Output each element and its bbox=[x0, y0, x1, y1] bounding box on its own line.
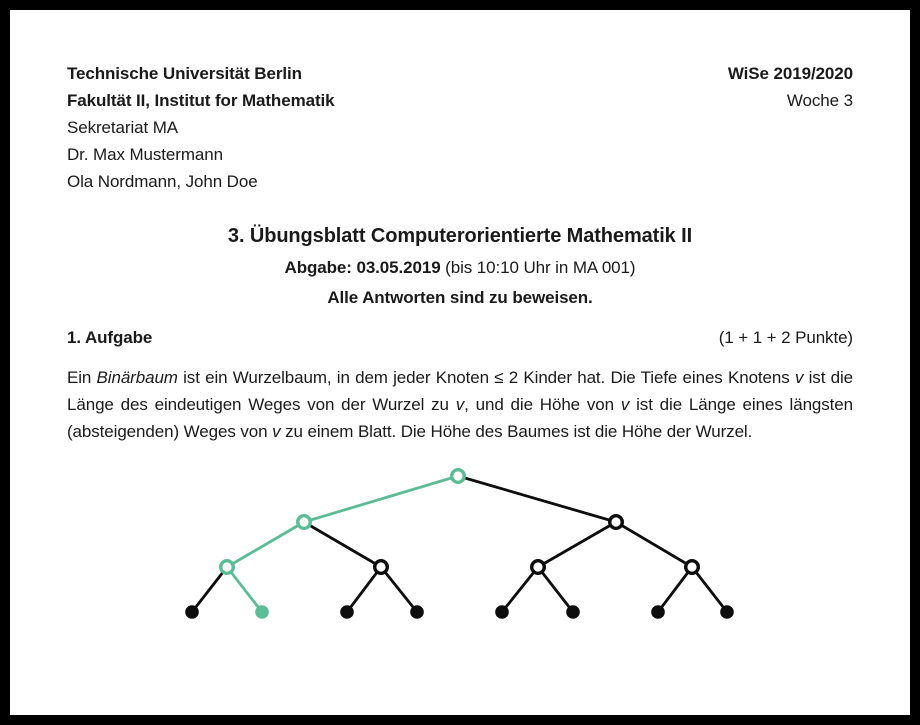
tree-node-l2d bbox=[686, 561, 699, 574]
tree-edge-root-l1l bbox=[304, 476, 458, 522]
tree-node-leaf5 bbox=[495, 605, 509, 619]
tree-node-l2b bbox=[375, 561, 388, 574]
paragraph-text: ist die Länge des eindeutigen Weges von der Wurzel zu bbox=[67, 368, 853, 414]
tree-node-l1r bbox=[610, 516, 623, 529]
assistants-line: Ola Nordmann, John Doe bbox=[67, 172, 258, 191]
paragraph-text: zu einem Blatt. Die Höhe des Baumes ist die Höhe der Wurzel. bbox=[280, 422, 753, 441]
binary-tree-figure bbox=[150, 459, 790, 631]
tree-node-l1l bbox=[298, 516, 311, 529]
italic-term: v bbox=[794, 368, 804, 387]
tree-node-leaf7 bbox=[651, 605, 665, 619]
italic-term: Binärbaum bbox=[96, 368, 178, 387]
paragraph-text: , und die Höhe von bbox=[464, 395, 621, 414]
paragraph-text: ist die Länge eines längsten (absteigenden) Weges von bbox=[67, 395, 854, 441]
header-left-block bbox=[67, 60, 334, 195]
tree-node-leaf3 bbox=[340, 605, 354, 619]
tree-edge-l2d-leaf8 bbox=[692, 567, 727, 612]
task-paragraph bbox=[67, 364, 853, 445]
tree-node-root bbox=[452, 470, 465, 483]
task-label: 1. Aufgabe bbox=[67, 328, 153, 347]
institution-name: Technische Universität Berlin bbox=[67, 64, 302, 83]
italic-term: v bbox=[455, 395, 465, 414]
tree-node-leaf2 bbox=[255, 605, 269, 619]
secretariat-line: Sekretariat MA bbox=[67, 118, 179, 137]
instruction-note: Alle Antworten sind zu beweisen. bbox=[327, 288, 593, 307]
tree-edge-l2b-leaf3 bbox=[347, 567, 381, 612]
task-points: (1 + 1 + 2 Punkte) bbox=[718, 328, 853, 347]
tree-node-leaf1 bbox=[185, 605, 199, 619]
tree-node-l2c bbox=[532, 561, 545, 574]
tree-node-leaf6 bbox=[566, 605, 580, 619]
tree-edge-l1l-l2a bbox=[227, 522, 304, 567]
header-right-block bbox=[728, 60, 853, 114]
week-line: Woche 3 bbox=[786, 91, 853, 110]
tree-edge-l2d-leaf7 bbox=[658, 567, 692, 612]
paragraph-text: Ein bbox=[67, 368, 97, 387]
tree-edge-l2c-leaf5 bbox=[502, 567, 538, 612]
tree-node-leaf8 bbox=[720, 605, 734, 619]
tree-node-leaf4 bbox=[410, 605, 424, 619]
tree-edge-l2a-leaf2 bbox=[227, 567, 262, 612]
document-header bbox=[67, 60, 853, 195]
lecturer-line: Dr. Max Mustermann bbox=[67, 145, 223, 164]
tree-edge-root-l1r bbox=[458, 476, 616, 522]
semester-line: WiSe 2019/2020 bbox=[727, 64, 853, 83]
tree-node-l2a bbox=[221, 561, 234, 574]
italic-term: v bbox=[620, 395, 630, 414]
document-content bbox=[10, 10, 910, 631]
binary-tree-diagram bbox=[150, 459, 790, 631]
faculty-name: Fakultät II, Institut for Mathematik bbox=[67, 91, 335, 110]
sheet-title: 3. Übungsblatt Computerorientierte Mathematik II bbox=[227, 225, 693, 247]
tree-edge-l2b-leaf4 bbox=[381, 567, 417, 612]
deadline-date: Abgabe: 03.05.2019 bbox=[284, 258, 441, 277]
tree-edge-l1r-l2c bbox=[538, 522, 616, 567]
deadline-details: (bis 10:10 Uhr in MA 001) bbox=[440, 258, 636, 277]
tree-edge-l1r-l2d bbox=[616, 522, 692, 567]
deadline-line bbox=[67, 257, 853, 278]
tree-edge-l2a-leaf1 bbox=[192, 567, 227, 612]
tree-edge-l2c-leaf6 bbox=[538, 567, 573, 612]
task-heading-row bbox=[67, 327, 853, 349]
tree-edge-l1l-l2b bbox=[304, 522, 381, 567]
italic-term: v bbox=[272, 422, 281, 441]
paragraph-text: ist ein Wurzelbaum, in dem jeder Knoten ≤ 2 Kinder hat. Die Tiefe eines Knotens bbox=[177, 368, 795, 387]
